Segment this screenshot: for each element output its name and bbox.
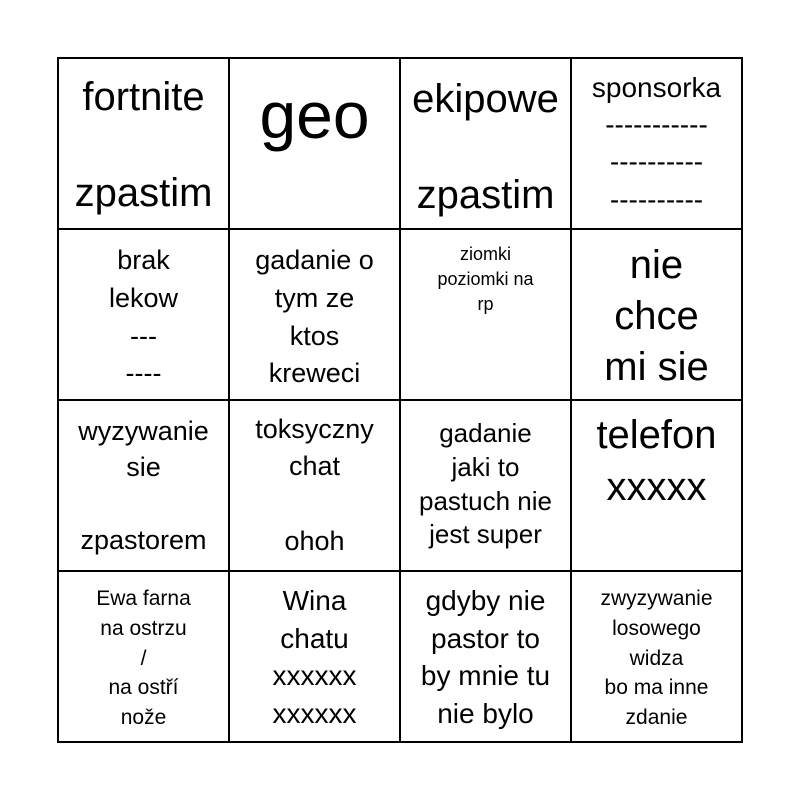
cell-text-line: Wina bbox=[282, 585, 347, 616]
cell-text-line: chce bbox=[614, 293, 699, 338]
cell-text-line: xxxxx bbox=[606, 465, 707, 509]
cell-text-line: ---------- bbox=[609, 146, 704, 178]
cell-text-line: sie bbox=[126, 452, 161, 483]
bingo-cell-10[interactable] bbox=[230, 401, 401, 572]
cell-text-line: brak bbox=[117, 245, 170, 275]
cell-text-line: zdanie bbox=[625, 706, 688, 730]
cell-text-line: pastor to bbox=[431, 622, 540, 654]
cell-text-line: nie bbox=[629, 243, 684, 287]
cell-text-line: gadanie o bbox=[255, 245, 374, 275]
cell-text-line: chatu bbox=[280, 622, 349, 654]
cell-text-line: jest super bbox=[429, 519, 542, 550]
bingo-cell-15[interactable] bbox=[401, 572, 572, 743]
bingo-cell-5[interactable] bbox=[59, 230, 230, 401]
cell-text-line: zpastim bbox=[416, 173, 555, 217]
cell-text-line: --- bbox=[130, 320, 157, 351]
bingo-cell-1[interactable] bbox=[59, 59, 230, 230]
cell-text-line: na ostrzu bbox=[100, 616, 187, 640]
cell-text-line: widza bbox=[629, 646, 684, 670]
cell-text-line: xxxxxx bbox=[272, 697, 357, 729]
bingo-cell-9[interactable] bbox=[59, 401, 230, 572]
cell-text-line: jaki to bbox=[451, 451, 520, 482]
cell-text-line: ktos bbox=[289, 320, 340, 351]
cell-text-line: fortnite bbox=[82, 75, 205, 119]
cell-text-line: nože bbox=[120, 706, 167, 730]
bingo-cell-7[interactable] bbox=[401, 230, 572, 401]
cell-text-line: zpastorem bbox=[80, 525, 207, 556]
cell-text-line: rp bbox=[477, 293, 494, 314]
bingo-cell-3[interactable] bbox=[401, 59, 572, 230]
cell-text-line: by mnie tu bbox=[420, 660, 551, 692]
bingo-cell-16[interactable] bbox=[572, 572, 743, 743]
cell-text-line: ekipowe bbox=[412, 77, 559, 121]
cell-text-line: / bbox=[140, 646, 147, 670]
cell-text-line: zpastim bbox=[74, 171, 213, 215]
bingo-cell-6[interactable] bbox=[230, 230, 401, 401]
cell-text-line: ohoh bbox=[284, 525, 345, 556]
cell-text-line: kreweci bbox=[268, 358, 361, 389]
cell-text-line: geo bbox=[259, 78, 370, 152]
cell-text-line: poziomki na bbox=[437, 268, 534, 289]
cell-text-line: tym ze bbox=[274, 282, 355, 313]
cell-text-line: ziomki bbox=[459, 244, 511, 264]
cell-text-line: toksyczny bbox=[255, 414, 374, 444]
cell-text-line: telefon bbox=[596, 413, 717, 457]
cell-text-line: gdyby nie bbox=[425, 585, 546, 616]
bingo-cell-4[interactable] bbox=[572, 59, 743, 230]
cell-text-line: wyzywanie bbox=[78, 416, 209, 446]
cell-text-line: lekow bbox=[108, 282, 179, 313]
bingo-cell-13[interactable] bbox=[59, 572, 230, 743]
cell-text-line: gadanie bbox=[439, 418, 532, 448]
bingo-board bbox=[57, 57, 743, 743]
cell-text-line: mi sie bbox=[604, 344, 709, 389]
cell-text-line: losowego bbox=[612, 616, 701, 640]
cell-text-line: na ostří bbox=[108, 676, 179, 700]
cell-text-line: zwyzywanie bbox=[600, 587, 713, 610]
cell-text-line bbox=[311, 486, 319, 523]
cell-text-line: sponsorka bbox=[591, 72, 722, 103]
cell-text-line: Ewa farna bbox=[96, 587, 191, 610]
cell-text-line: xxxxxx bbox=[272, 660, 357, 692]
cell-text-line bbox=[140, 486, 148, 522]
bingo-cell-11[interactable] bbox=[401, 401, 572, 572]
bingo-cell-12[interactable] bbox=[572, 401, 743, 572]
cell-text-line: ---- bbox=[125, 358, 162, 389]
cell-text-line: pastuch nie bbox=[419, 485, 552, 516]
cell-text-line: bo ma inne bbox=[604, 676, 709, 700]
cell-text-line bbox=[138, 121, 149, 169]
bingo-cell-8[interactable] bbox=[572, 230, 743, 401]
cell-text-line: chat bbox=[288, 451, 341, 482]
cell-text-line: nie bylo bbox=[437, 697, 534, 729]
bingo-cell-14[interactable] bbox=[230, 572, 401, 743]
cell-text-line: ----------- bbox=[605, 109, 708, 141]
cell-text-line: ---------- bbox=[609, 183, 704, 215]
bingo-cell-2[interactable] bbox=[230, 59, 401, 230]
cell-text-line bbox=[480, 123, 491, 171]
